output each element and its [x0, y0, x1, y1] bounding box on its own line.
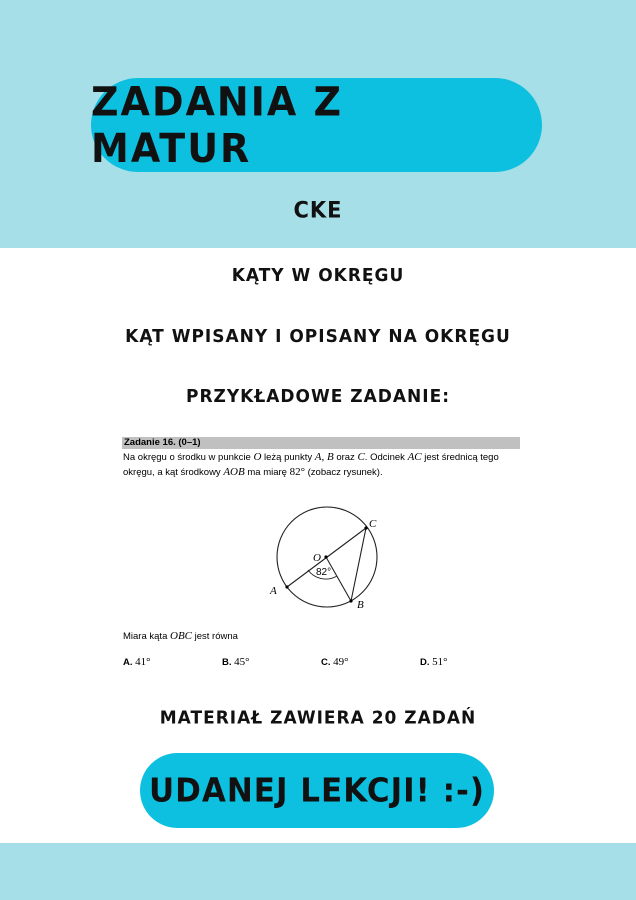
- math-symbol: O: [253, 451, 262, 463]
- task-line-1: [123, 450, 520, 465]
- label-angle: 82°: [316, 567, 332, 578]
- text: Miara kąta: [123, 631, 170, 642]
- answer-value: 45°: [234, 656, 250, 668]
- task-header: Zadanie 16. (0–1): [122, 437, 520, 449]
- label-c: C: [369, 518, 377, 530]
- text: jest równa: [192, 631, 238, 642]
- subtopic-heading: KĄT WPISANY I OPISANY NA OKRĘGU: [125, 326, 511, 348]
- point-a: [285, 585, 288, 588]
- answer-b: [222, 656, 321, 668]
- source-label: CKE: [293, 197, 343, 223]
- point-c: [364, 526, 367, 529]
- label-a: A: [270, 585, 277, 597]
- answer-c: [321, 656, 420, 668]
- answer-letter: D.: [420, 657, 430, 668]
- text: oraz: [333, 452, 358, 463]
- text: ma miarę: [244, 467, 290, 478]
- answer-value: 49°: [333, 656, 349, 668]
- task-question: [123, 630, 238, 642]
- answer-d: [420, 656, 519, 668]
- answer-options: [123, 656, 523, 668]
- label-b: B: [357, 599, 364, 611]
- point-o: [324, 555, 327, 558]
- text: okręgu, a kąt środkowy: [123, 467, 224, 478]
- angle-value: 82°: [289, 466, 305, 478]
- task-line-2: [123, 465, 520, 480]
- text: jest średnicą tego: [421, 452, 499, 463]
- text: (zobacz rysunek).: [305, 467, 383, 478]
- math-symbol: C: [357, 451, 365, 463]
- math-symbol: A, B: [314, 451, 334, 463]
- chord-cb: [351, 528, 366, 601]
- material-note: MATERIAŁ ZAWIERA 20 ZADAŃ: [159, 707, 477, 729]
- math-symbol: AOB: [223, 466, 245, 478]
- point-b: [349, 599, 352, 602]
- cta-pill: [140, 753, 494, 828]
- text: leżą punkty: [261, 452, 315, 463]
- text: Na okręgu o środku w punkcie: [123, 452, 254, 463]
- topic-heading: KĄTY W OKRĘGU: [231, 265, 405, 287]
- answer-a: [123, 656, 222, 668]
- task-block: [122, 437, 520, 480]
- task-statement: [122, 450, 520, 480]
- cta-text: UDANEJ LEKCJI! :-): [148, 771, 486, 810]
- text: . Odcinek: [364, 452, 408, 463]
- answer-value: 41°: [135, 656, 151, 668]
- example-heading: PRZYKŁADOWE ZADANIE:: [186, 386, 450, 408]
- math-symbol: OBC: [170, 630, 192, 642]
- label-o: O: [313, 552, 321, 564]
- answer-letter: B.: [222, 657, 232, 668]
- answer-letter: C.: [321, 657, 331, 668]
- answer-letter: A.: [123, 657, 133, 668]
- bottom-banner-background: [0, 843, 636, 900]
- math-symbol: AC: [407, 451, 422, 463]
- circle-diagram: [260, 500, 400, 620]
- page-title: ZADANIA Z MATUR: [91, 78, 344, 172]
- answer-value: 51°: [432, 656, 448, 668]
- title-pill: [91, 78, 542, 172]
